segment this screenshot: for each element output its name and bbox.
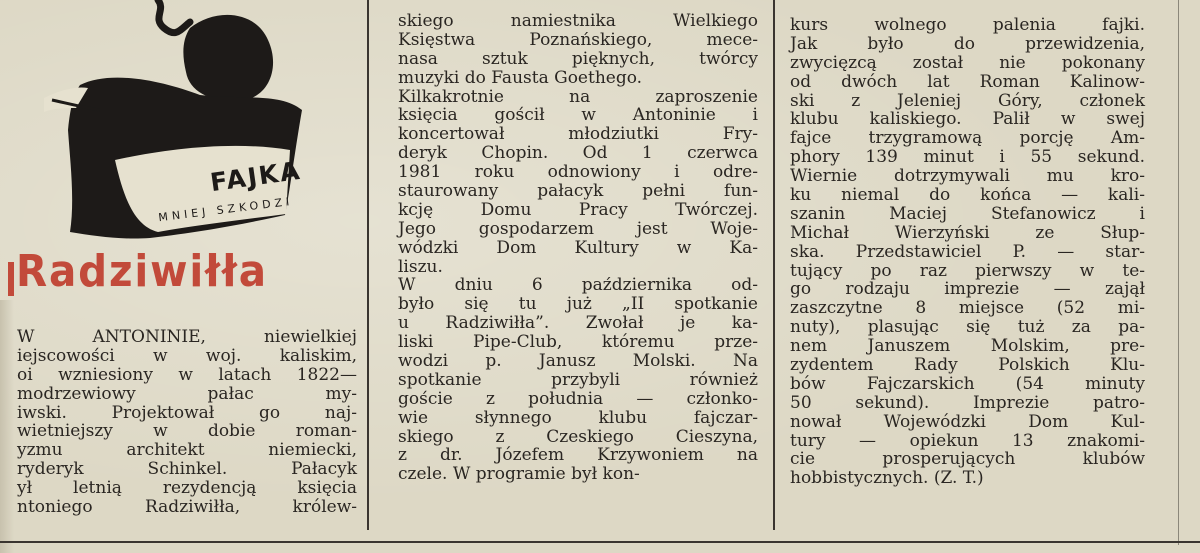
text-line: Księstwa Poznańskiego, mece- xyxy=(398,29,758,50)
text-line: czele. W programie był kon- xyxy=(398,464,640,485)
column-rule-right xyxy=(773,0,775,530)
text-line: cie prosperujących klubów xyxy=(790,449,1145,470)
text-line: kurs wolnego palenia fajki. xyxy=(790,15,1145,35)
text-line: ntoniego Radziwiłła, królew- xyxy=(17,497,357,518)
text-line: modrzewiowy pałac my- xyxy=(17,383,357,404)
text-line: było się tu już „II spotkanie xyxy=(398,294,758,315)
article-headline: Radziwiłła xyxy=(16,246,268,297)
text-line: Michał Wierzyński ze Słup- xyxy=(790,222,1145,243)
page-edge-shadow xyxy=(0,300,14,553)
text-line: wódzki Dom Kultury w Ka- xyxy=(398,237,758,258)
text-line: z dr. Józefem Krzywoniem na xyxy=(398,445,758,466)
text-line: yzmu architekt niemiecki, xyxy=(17,440,357,461)
text-line: zwycięzcą został nie pokonany xyxy=(790,52,1145,73)
text-line: deryk Chopin. Od 1 czerwca xyxy=(398,143,758,164)
text-line: W dniu 6 października od- xyxy=(398,275,758,296)
text-line: kcję Domu Pracy Twórczej. xyxy=(398,199,758,220)
text-line: zydentem Rady Polskich Klu- xyxy=(790,355,1145,376)
text-line: goście z południa — członko- xyxy=(398,388,758,409)
text-line: spotkanie przybyli również xyxy=(398,369,758,390)
bottom-rule xyxy=(0,541,1200,543)
text-line: ski z Jeleniej Góry, członek xyxy=(790,90,1145,111)
margin-rule-right xyxy=(1178,0,1179,545)
text-line: fajce trzygramową porcję Am- xyxy=(790,128,1145,149)
text-line: Jego gospodarzem jest Woje- xyxy=(398,218,758,239)
column-rule-left xyxy=(367,0,369,530)
headline-marker xyxy=(8,262,14,296)
text-line: klubu kaliskiego. Palił w swej xyxy=(790,109,1145,130)
text-line: ył letnią rezydencją księcia xyxy=(17,478,357,499)
article-column-2 xyxy=(398,12,758,484)
text-line: skiego namiestnika Wielkiego xyxy=(398,11,758,31)
text-line: Kilkakrotnie na zaproszenie xyxy=(398,86,758,107)
text-line: tujący po raz pierwszy w te- xyxy=(790,260,1145,281)
text-line: szanin Maciej Stefanowicz i xyxy=(790,203,1145,224)
text-line: muzyki do Fausta Goethego. xyxy=(398,67,643,88)
text-line: koncertował młodziutki Fry- xyxy=(398,124,758,145)
text-line: ryderyk Schinkel. Pałacyk xyxy=(17,459,357,480)
text-line: 1981 roku odnowiony i odre- xyxy=(398,162,758,183)
text-line: księcia gościł w Antoninie i xyxy=(398,105,758,126)
text-line: nował Wojewódzki Dom Kul- xyxy=(790,411,1145,432)
text-line: u Radziwiłła”. Zwołał je ka- xyxy=(398,313,758,334)
text-line: skiego z Czeskiego Cieszyna, xyxy=(398,426,758,447)
illustration-subtitle: MNIEJ SZKODZI xyxy=(157,194,294,225)
article-column-3 xyxy=(790,16,1145,488)
text-line: oi wzniesiony w latach 1822— xyxy=(17,364,357,385)
text-line: tury — opiekun 13 znakomi- xyxy=(790,430,1145,451)
text-line: zaszczytne 8 miejsce (52 mi- xyxy=(790,298,1145,319)
text-line: hobbistycznych. (Z. T.) xyxy=(790,468,984,489)
text-line: go rodzaju imprezie — zajął xyxy=(790,279,1145,300)
text-line: nem Januszem Molskim, pre- xyxy=(790,336,1145,357)
text-line: staurowany pałacyk pełni fun- xyxy=(398,181,758,202)
text-line: nuty), plasując się tuż za pa- xyxy=(790,317,1145,338)
text-line: bów Fajczarskich (54 minuty xyxy=(790,373,1145,394)
text-line: nasa sztuk pięknych, twórcy xyxy=(398,48,758,69)
text-line: iwski. Projektował go naj- xyxy=(17,402,357,423)
text-line: W ANTONINIE, niewielkiej xyxy=(17,327,357,347)
text-line: iejscowości w woj. kaliskim, xyxy=(17,345,357,366)
article-column-1 xyxy=(17,328,357,517)
text-line: Wiernie dotrzymywali mu kro- xyxy=(790,166,1145,187)
text-line: od dwóch lat Roman Kalinow- xyxy=(790,71,1145,92)
text-line: Jak było do przewidzenia, xyxy=(790,33,1145,54)
text-line: liszu. xyxy=(398,256,443,277)
pipe-illustration xyxy=(40,0,310,245)
text-line: wodzi p. Janusz Molski. Na xyxy=(398,351,758,372)
text-line: 50 sekund). Imprezie patro- xyxy=(790,392,1145,413)
text-line: wietniejszy w dobie roman- xyxy=(17,421,357,442)
text-line: wie słynnego klubu fajczar- xyxy=(398,407,758,428)
text-line: phory 139 minut i 55 sekund. xyxy=(790,147,1145,168)
illustration-title: FAJKA xyxy=(208,155,304,198)
text-line: ska. Przedstawiciel P. — star- xyxy=(790,241,1145,262)
text-line: ku niemal do końca — kali- xyxy=(790,185,1145,206)
text-line: liski Pipe-Club, któremu prze- xyxy=(398,332,758,353)
